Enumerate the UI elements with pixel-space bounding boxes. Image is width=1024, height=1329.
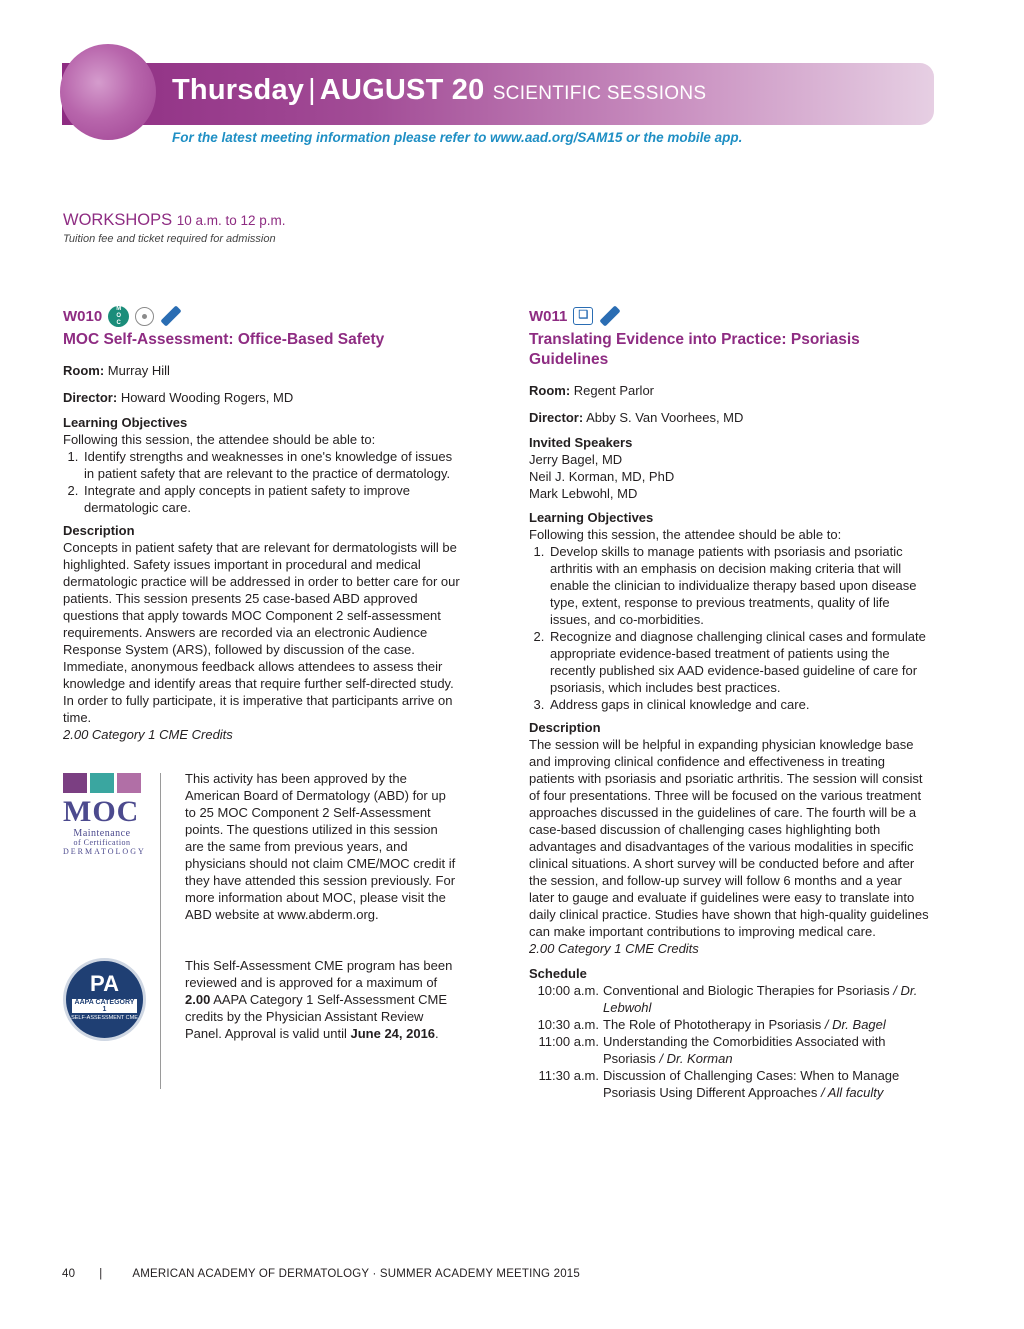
page-title [172,74,706,107]
moc-logo [63,773,146,856]
page-number: 40 [62,1268,76,1280]
description-heading: Description [63,523,135,538]
room-value: Regent Parlor [573,383,655,398]
schedule-item: Understanding the Comorbidities Associated with Psoriasis / Dr. Korman [603,1034,886,1066]
moc-line2: of Certification [73,838,131,847]
globe-logo-icon [60,44,156,140]
moc-bar [117,773,141,793]
speaker-item: Mark Lebwohl, MD [529,486,638,501]
cme-credits: 2.00 Category 1 CME Credits [529,941,699,956]
pa-hours: 2.00 [185,992,211,1007]
schedule-time: 10:30 a.m. [537,1017,599,1032]
objectives-list [63,448,463,516]
speakers-heading: Invited Speakers [529,435,633,450]
moc-bar [90,773,114,793]
session-code-text: W011 [529,307,568,325]
moc-bar [63,773,87,793]
header-day: Thursday [172,74,305,106]
room-field: Room: Regent Parlor [529,383,655,398]
schedule-speaker: / Dr. Bagel [824,1017,886,1032]
pa-date: June 24, 2016 [350,1026,436,1041]
room-field: Room: Murray Hill [63,363,170,378]
pa-seal-cme: SELF-ASSESSMENT CME [71,1015,138,1021]
workshops-heading [63,211,286,230]
director-field: Director: Howard Wooding Rogers, MD [63,390,294,405]
session-title: Translating Evidence into Practice: Psoriasis Guidelines [529,331,860,368]
aapa-seal-icon [63,958,146,1041]
pen-icon [161,305,182,326]
pen-icon [600,305,621,326]
schedule-speaker: / Dr. Korman [659,1051,733,1066]
schedule-speaker: / Dr. Lebwohl [603,983,918,1015]
speaker-item: Neil J. Korman, MD, PhD [529,469,675,484]
workshops-subtitle: Tuition fee and ticket required for admission [63,233,276,245]
session-w011 [529,304,929,1101]
objectives-intro: Following this session, the attendee should be able to: [529,527,842,542]
schedule-heading: Schedule [529,966,587,981]
objective-item: 1. Develop skills to manage patients with psoriasis and psoriatic arthritis with an emphasis on decision making criteria that will enable the clinician to individualize therapy based upon disease type, extent, response to previous treatments, quality of life issues, and co-morbidities. [548,543,929,628]
pa-seal-letters: PA [90,971,119,996]
schedule-item: Conventional and Biologic Therapies for Psoriasis / Dr. Lebwohl [603,983,918,1015]
workshops-title: WORKSHOPS [63,211,173,229]
session-title: MOC Self-Assessment: Office-Based Safety [63,331,385,348]
speaker-item: Jerry Bagel, MD [529,452,623,467]
session-code-text: W010 [63,307,103,325]
header-date: AUGUST 20 [319,74,485,106]
footer-separator: | [99,1268,103,1280]
director-value: Howard Wooding Rogers, MD [120,390,294,405]
moc-line3: DERMATOLOGY [63,847,146,856]
director-value: Abby S. Van Voorhees, MD [586,410,744,425]
schedule-time: 11:00 a.m. [538,1034,599,1049]
objective-item: 3. Address gaps in clinical knowledge and care. [548,696,929,713]
description-heading: Description [529,720,601,735]
moc-color-bars [63,773,141,793]
header-separator: | [308,74,316,106]
pa-seal-category: AAPA CATEGORY 1 [72,999,137,1013]
moc-icon: M O C [108,306,129,327]
objective-item: 2. Integrate and apply concepts in patient safety to improve dermatologic care. [82,482,463,516]
schedule-time: 10:00 a.m. [537,983,599,998]
schedule-speaker: / All faculty [820,1085,884,1100]
objective-item: 1. Identify strengths and weaknesses in one's knowledge of issues in patient safety that are relevant to the practice of dermatology. [82,448,463,482]
objectives-heading: Learning Objectives [529,510,654,525]
book-icon: ❑ [573,307,593,325]
moc-line1: Maintenance [73,828,131,839]
meeting-notice: For the latest meeting information please refer to www.aad.org/SAM15 or the mobile app. [172,130,743,145]
moc-approval-text: This activity has been approved by the American Board of Dermatology (ABD) for up to 25 MOC Component 2 Self-Assessment points. The questions utilized in this session are the same from previous years, and physicians should not claim CME/MOC credit if they have attended this session previously. For more information about MOC, please visit the ABD website at www.abderm.org. [185,771,456,922]
divider-line [160,773,161,1089]
schedule-time: 11:30 a.m. [538,1068,599,1083]
moc-letters: MOC [63,795,140,828]
objectives-intro: Following this session, the attendee should be able to: [63,432,376,447]
objectives-list [529,543,929,713]
description-text: Concepts in patient safety that are relevant for dermatologists will be highlighted. Safety issues important in procedural and medical dermatologic practice will be addressed in order to better care for our patients. This session presents 25 case-based ABD approved questions that apply towards MOC Component 2 self-assessment requirements. Answers are recorded via an electronic Audience Response System (ARS), followed by discussion of the case. Immediate, anonymous feedback allows attendees to assess their knowledge and identify areas that require further self-directed study. In order to fully participate, it is imperative that participants arrive on time. [63,540,460,725]
objectives-heading: Learning Objectives [63,415,188,430]
workshops-time: 10 a.m. to 12 p.m. [176,213,286,228]
schedule-table [529,982,929,1101]
session-code-w011 [529,304,929,328]
aapa-approval-text: This Self-Assessment CME program has been reviewed and is approved for a maximum of 2.00 AAPA Category 1 Self-Assessment CME credits by the Physician Assistant Review Panel. Approval is valid until June 24, 2016. [185,958,453,1041]
film-reel-icon [135,307,154,326]
director-field: Director: Abby S. Van Voorhees, MD [529,410,744,425]
page-footer [62,1268,580,1280]
schedule-item: The Role of Phototherapy in Psoriasis / Dr. Bagel [603,1017,886,1032]
session-code-w010 [63,304,463,328]
cme-credits: 2.00 Category 1 CME Credits [63,727,233,742]
header-section: SCIENTIFIC SESSIONS [492,83,707,104]
schedule-item: Discussion of Challenging Cases: When to Manage Psoriasis Using Different Approaches / All faculty [603,1068,900,1100]
description-text: The session will be helpful in expanding physician knowledge base and improving clinical confidence and effectiveness in treating patients with psoriasis and psoriatic arthritis. The session will consist of four presentations. Three will be focused on the various treatment approaches discussed in the guidelines of care. The fourth will be a case-based discussion of challenging cases highlighting both advantages and disadvantages of the various modalities in specific clinical situations. A short survey will be conducted before and after the session, and follow-up survey will follow 6 months and a year later to gauge and evaluate if guidelines were easy to translate into daily clinical practice. Studies have shown that high-quality guidelines can make important contributions to improving medical care. [529,737,929,939]
session-w010 [63,304,463,743]
room-value: Murray Hill [107,363,170,378]
footer-text: AMERICAN ACADEMY OF DERMATOLOGY · SUMMER ACADEMY MEETING 2015 [132,1268,580,1280]
objective-item: 2. Recognize and diagnose challenging clinical cases and formulate appropriate evidence-based treatment of patients using the recently published six AAD evidence-based guideline of care for psoriasis, which includes best practices. [548,628,929,696]
